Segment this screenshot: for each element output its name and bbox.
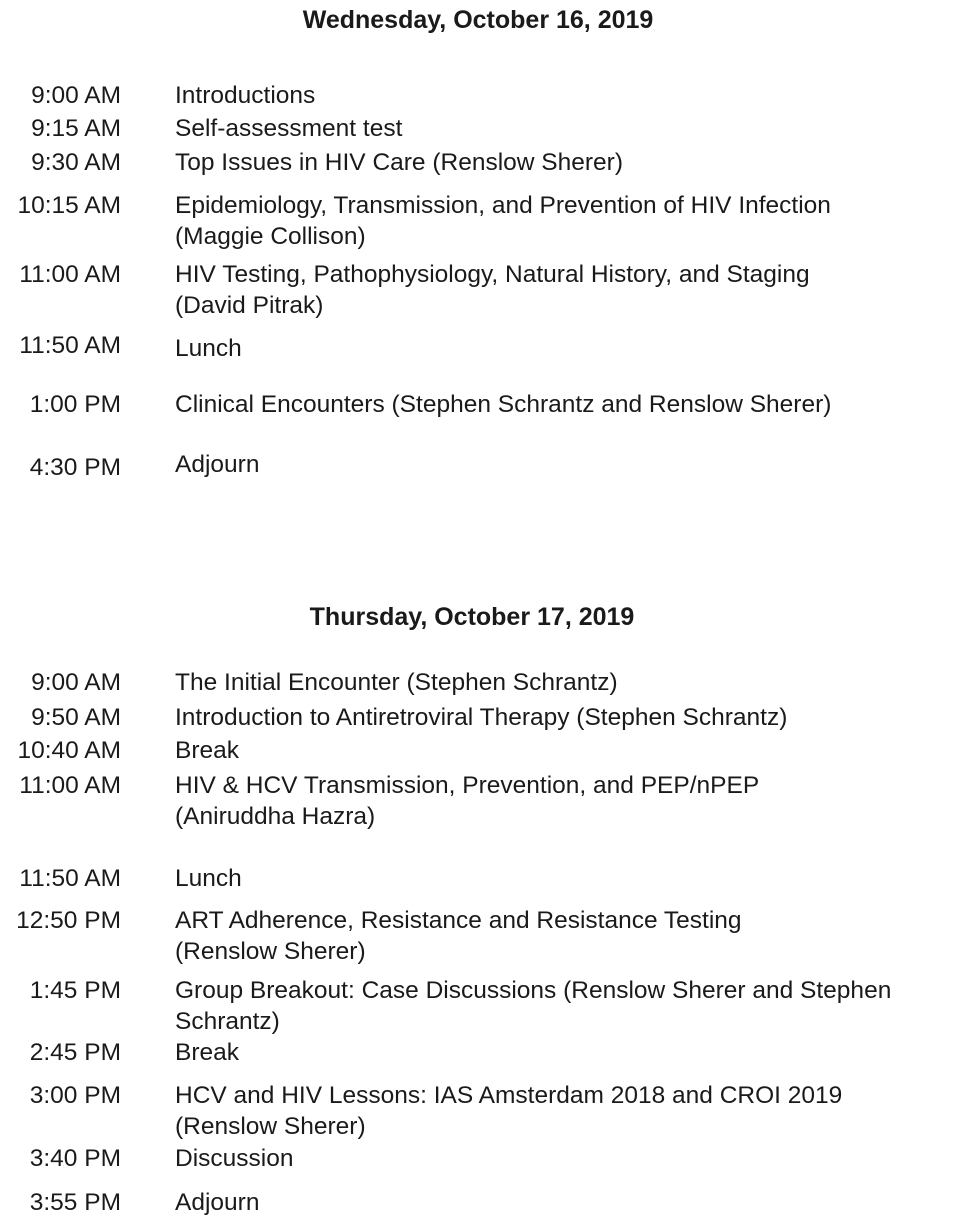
session-time: 9:50 AM (31, 704, 121, 731)
session-title: The Initial Encounter (Stephen Schrantz) (175, 669, 618, 696)
session-title: Discussion (175, 1145, 294, 1172)
session-time: 10:15 AM (17, 192, 121, 219)
session-title: HCV and HIV Lessons: IAS Amsterdam 2018 and CROI 2019 (Renslow Sherer) (175, 1082, 843, 1140)
session-title: Lunch (175, 865, 242, 892)
session-title: Epidemiology, Transmission, and Prevention of HIV Infection (Maggie Collison) (175, 192, 831, 250)
session-title: Break (175, 1039, 240, 1066)
session-time: 3:00 PM (29, 1082, 121, 1109)
session-title: HIV Testing, Pathophysiology, Natural History, and Staging (David Pitrak) (175, 261, 810, 319)
session-title: Introduction to Antiretroviral Therapy (Stephen Schrantz) (175, 704, 788, 731)
day-title: Thursday, October 17, 2019 (309, 603, 635, 631)
session-title: Group Breakout: Case Discussions (Renslow Sherer and Stephen Schrantz) (175, 977, 892, 1035)
session-time: 3:55 PM (29, 1189, 121, 1216)
session-title: Top Issues in HIV Care (Renslow Sherer) (175, 149, 623, 176)
session-time: 1:45 PM (29, 977, 121, 1004)
session-time: 10:40 AM (17, 737, 121, 764)
session-time: 11:00 AM (19, 261, 121, 288)
session-time: 9:00 AM (31, 82, 121, 109)
day-title: Wednesday, October 16, 2019 (302, 6, 654, 34)
session-time: 11:50 AM (19, 332, 121, 359)
session-title: Lunch (175, 335, 242, 362)
session-time: 11:50 AM (19, 865, 121, 892)
session-title: Introductions (175, 82, 316, 109)
session-title: ART Adherence, Resistance and Resistance Testing (Renslow Sherer) (175, 907, 742, 965)
session-time: 12:50 PM (16, 907, 121, 934)
session-title: Adjourn (175, 451, 260, 478)
session-title: Break (175, 737, 240, 764)
session-title: Clinical Encounters (Stephen Schrantz and Renslow Sherer) (175, 391, 832, 418)
session-time: 11:00 AM (19, 772, 121, 799)
session-time: 9:00 AM (31, 669, 121, 696)
session-time: 1:00 PM (29, 391, 121, 418)
session-time: 2:45 PM (29, 1039, 121, 1066)
session-title: Adjourn (175, 1189, 260, 1216)
session-time: 3:40 PM (29, 1145, 121, 1172)
session-time: 4:30 PM (29, 454, 121, 481)
session-title: HIV & HCV Transmission, Prevention, and PEP/nPEP (Aniruddha Hazra) (175, 772, 760, 830)
session-time: 9:15 AM (31, 115, 121, 142)
session-title: Self-assessment test (175, 115, 403, 142)
session-time: 9:30 AM (31, 149, 121, 176)
